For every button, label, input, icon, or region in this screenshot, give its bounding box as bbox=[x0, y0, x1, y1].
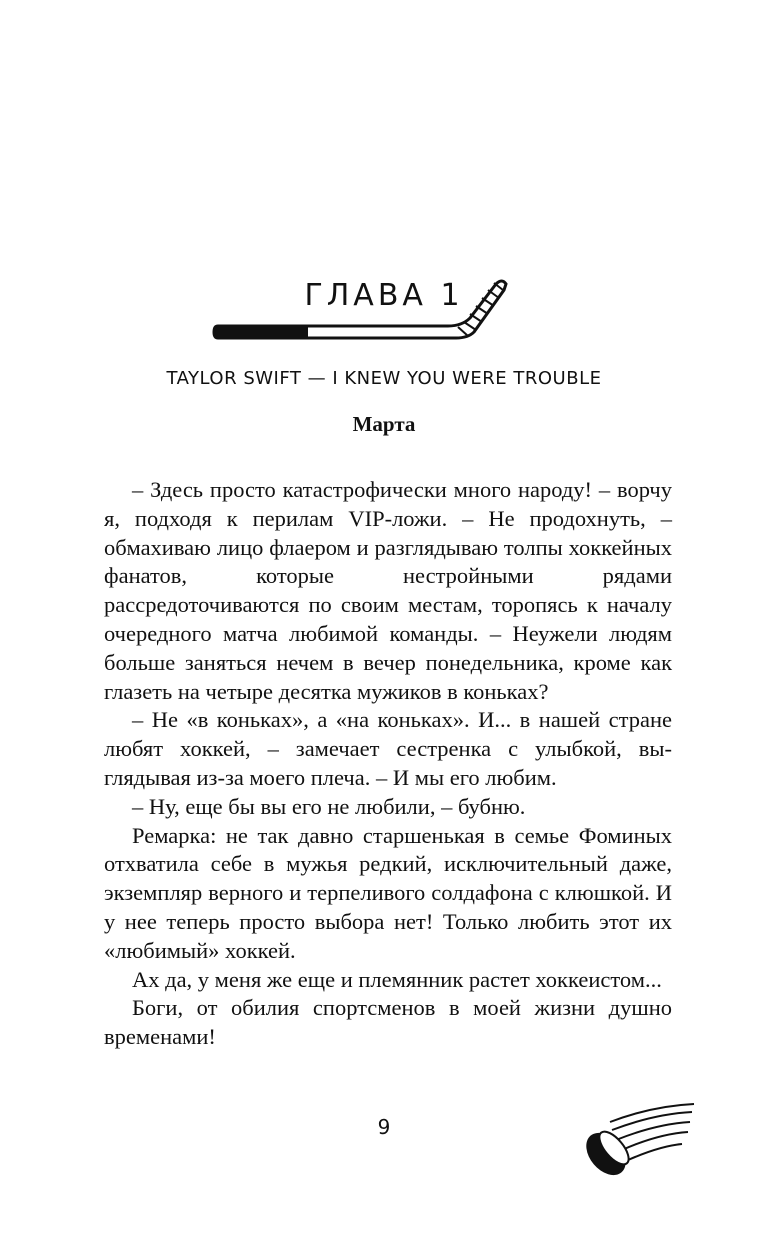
paragraph: Ремарка: не так давно старшенькая в семье Фоминых отхватила себе в мужья редкий, исключительный даже, экземпляр верного и терпеливого солдафона с клюшкой. И у нее теперь просто выбора нет! Только любить этот их «любимый» хоккей. bbox=[104, 822, 672, 963]
paragraph: – Ну, еще бы вы его не любили, – бубню. bbox=[132, 793, 526, 819]
paragraph: – Здесь просто катастрофически много народу! – ворчу я, подходя к перилам VIP-ложи. – Не продохнуть, – обмахиваю лицо флаером и разглядываю толпы хоккейных фанатов, которые нестройными рядами рассредоточиваются по своим местам, торопясь к началу очередного матча любимой команды. – Неужели людям больше заняться нечем в вечер понедельника, кроме как глазеть на четыре десятка мужиков в коньках? bbox=[104, 477, 672, 704]
paragraph: Ах да, у меня же еще и племянник растет хоккеистом... bbox=[132, 966, 662, 992]
page-number: 9 bbox=[377, 1115, 391, 1139]
paragraph: Боги, от обилия спортсменов в моей жизни душно временами! bbox=[104, 995, 672, 1050]
paragraph: – Не «в коньках», а «на коньках». И... в нашей стране любят хоккей, – замечает сестренка с улыбкой, выглядывая из-за моего плеча. – И мы его любим. bbox=[104, 707, 672, 790]
chapter-title: ГЛАВА 1 bbox=[304, 278, 464, 313]
chapter-song-epigraph: TAYLOR SWIFT — I KNEW YOU WERE TROUBLE bbox=[166, 368, 602, 389]
flying-puck-icon bbox=[582, 1100, 698, 1182]
pov-character-name: Марта bbox=[352, 412, 416, 436]
chapter-body bbox=[104, 476, 672, 1052]
